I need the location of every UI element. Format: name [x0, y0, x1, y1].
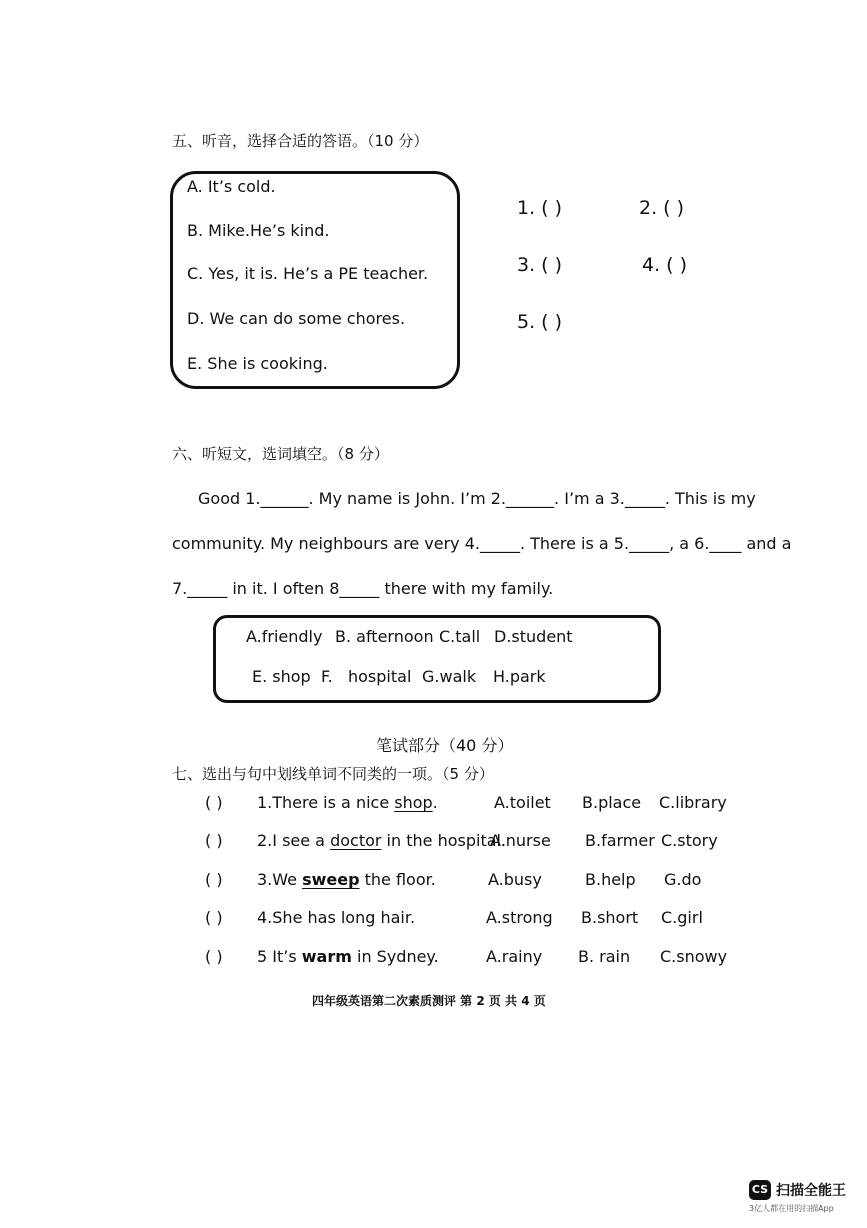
word-h: H.park — [493, 667, 546, 686]
q3-option-a: A.busy — [488, 870, 542, 889]
word-d: D.student — [494, 627, 573, 646]
page-footer: 四年级英语第二次素质测评 第 2 页 共 4 页 — [312, 994, 546, 1008]
watermark-tagline: 3亿人都在用的扫描App — [749, 1204, 834, 1213]
q1-option-c: C.library — [659, 793, 727, 812]
q1-underlined-word: shop — [394, 793, 433, 812]
section5-heading: 五、听音，选择合适的答语。（10 分） — [172, 132, 429, 150]
q5-sentence: 5 It’s warm in Sydney. — [257, 947, 439, 966]
q2-sentence: 2.I see a doctor in the hospital. — [257, 831, 507, 850]
q2-paren: ( ) — [205, 831, 223, 850]
q5-option-c: C.snowy — [660, 947, 728, 966]
q4-paren: ( ) — [205, 908, 223, 927]
passage-line-3: 7._____ in it. I often 8_____ there with my family. — [172, 579, 554, 598]
answer-2: 2. ( ) — [639, 197, 685, 219]
q5-paren: ( ) — [205, 947, 223, 966]
option-d: D. We can do some chores. — [187, 309, 406, 328]
written-part-title: 笔试部分（40 分） — [376, 736, 514, 755]
word-a: A.friendly — [246, 627, 323, 646]
option-e: E. She is cooking. — [187, 354, 328, 373]
q3-paren: ( ) — [205, 870, 223, 889]
word-g: G.walk — [422, 667, 477, 686]
option-c: C. Yes, it is. He’s a PE teacher. — [187, 264, 429, 283]
answer-3: 3. ( ) — [517, 254, 563, 276]
section7-heading: 七、选出与句中划线单词不同类的一项。（5 分） — [172, 765, 494, 783]
q5-option-a: A.rainy — [486, 947, 543, 966]
q2-option-c: C.story — [661, 831, 718, 850]
q4-option-a: A.strong — [486, 908, 553, 927]
passage-line-2: community. My neighbours are very 4._____. There is a 5._____, a 6.____ and a — [172, 534, 792, 553]
q3-sentence: 3.We sweep the floor. — [257, 870, 436, 889]
q2-option-a: A.nurse — [490, 831, 551, 850]
word-f: hospital — [348, 667, 412, 686]
answer-5: 5. ( ) — [517, 311, 563, 333]
watermark-name: 扫描全能王 — [776, 1183, 846, 1199]
q1-option-a: A.toilet — [494, 793, 551, 812]
option-b: B. Mike.He’s kind. — [187, 221, 330, 240]
camscanner-logo-icon: CS — [749, 1180, 771, 1200]
q3-option-c: G.do — [664, 870, 702, 889]
q1-paren: ( ) — [205, 793, 223, 812]
passage-line-1: Good 1.______. My name is John. I’m 2.______. I’m a 3._____. This is my — [198, 489, 756, 508]
answer-4: 4. ( ) — [642, 254, 688, 276]
section6-heading: 六、听短文，选词填空。（8 分） — [172, 445, 389, 463]
q2-underlined-word: doctor — [330, 831, 382, 850]
word-b: B. afternoon — [335, 627, 434, 646]
q2-option-b: B.farmer — [585, 831, 655, 850]
q3-option-b: B.help — [585, 870, 636, 889]
answer-1: 1. ( ) — [517, 197, 563, 219]
q5-option-b: B. rain — [578, 947, 631, 966]
q4-option-c: C.girl — [661, 908, 703, 927]
q5-keyword: warm — [301, 947, 352, 966]
q4-option-b: B.short — [581, 908, 639, 927]
word-f-letter: F. — [321, 667, 333, 686]
q3-underlined-word: sweep — [302, 870, 360, 889]
q4-keyword: long — [340, 908, 376, 927]
option-a: A. It’s cold. — [187, 177, 276, 196]
q1-sentence: 1.There is a nice shop. — [257, 793, 438, 812]
word-e: E. shop — [252, 667, 311, 686]
q1-option-b: B.place — [582, 793, 642, 812]
word-c: C.tall — [439, 627, 481, 646]
q4-sentence: 4.She has long hair. — [257, 908, 416, 927]
